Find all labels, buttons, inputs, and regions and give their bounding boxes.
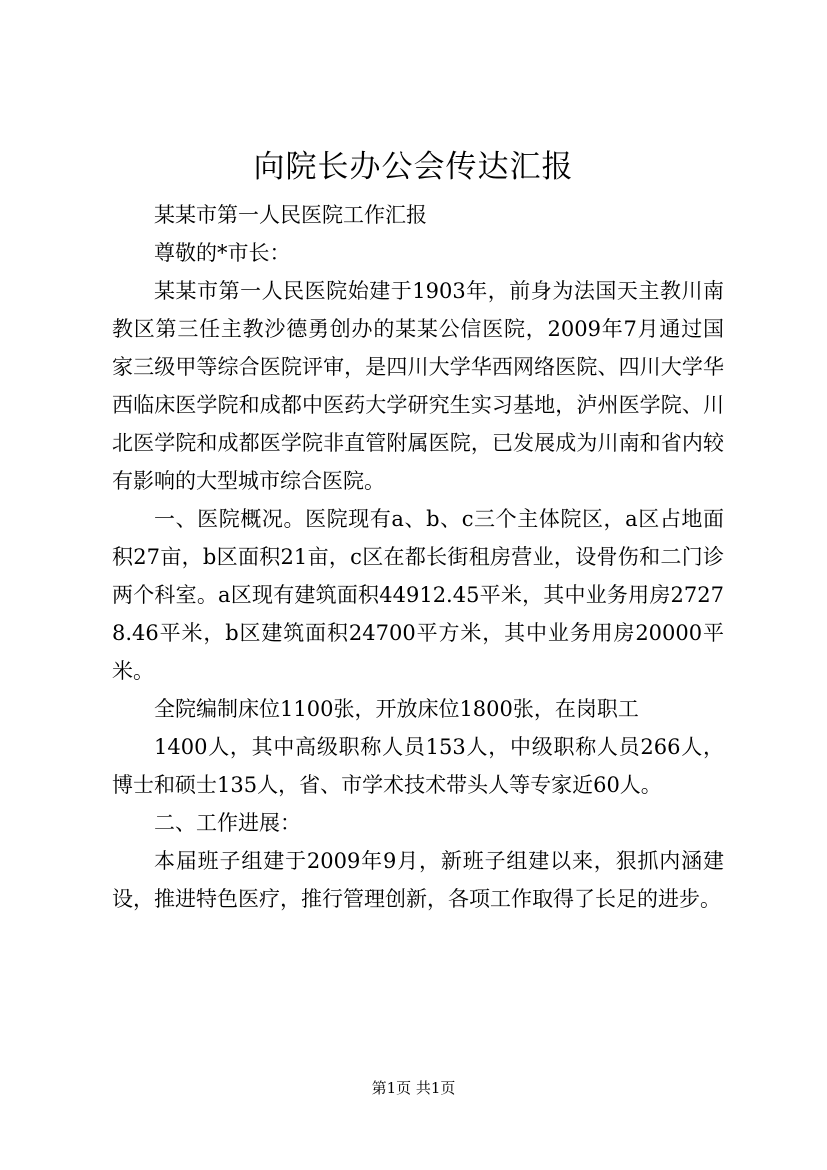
document-body bbox=[112, 196, 724, 918]
paragraph-salutation: 尊敬的*市长： bbox=[154, 241, 291, 265]
paragraph-section-two: 二、工作进展： bbox=[154, 811, 301, 835]
paragraph-overview: 一、医院概况。医院现有a、b、c三个主体院区，a区占地面积27亩，b区面积21亩，c区在都长街租房营业，设骨伤和二门诊两个科室。a区现有建筑面积44912.45平米，其中业务用房27278.46平米，b区建筑面积24700平方米，其中业务用房20000平米。 bbox=[112, 507, 724, 683]
paragraph-beds: 全院编制床位1100张，开放床位1800张，在岗职工 bbox=[154, 697, 639, 721]
paragraph-subtitle: 某某市第一人民医院工作汇报 bbox=[154, 203, 427, 227]
document-title: 向院长办公会传达汇报 bbox=[253, 149, 574, 185]
paragraph-history: 某某市第一人民医院始建于1903年，前身为法国天主教川南教区第三任主教沙德勇创办的某某公信医院，2009年7月通过国家三级甲等综合医院评审，是四川大学华西网络医院、四川大学华西临床医学院和成都中医药大学研究生实习基地，泸州医学院、川北医学院和成都医学院非直管附属医院，已发展成为川南和省内较有影响的大型城市综合医院。 bbox=[112, 279, 724, 493]
paragraph-progress: 本届班子组建于2009年9月，新班子组建以来，狠抓内涵建设，推进特色医疗，推行管理创新，各项工作取得了长足的进步。 bbox=[112, 849, 724, 911]
paragraph-staff: 1400人，其中高级职称人员153人，中级职称人员266人，博士和硕士135人，省、市学术技术带头人等专家近60人。 bbox=[112, 735, 724, 797]
page-number-footer: 第1页 共1页 bbox=[371, 1079, 456, 1097]
